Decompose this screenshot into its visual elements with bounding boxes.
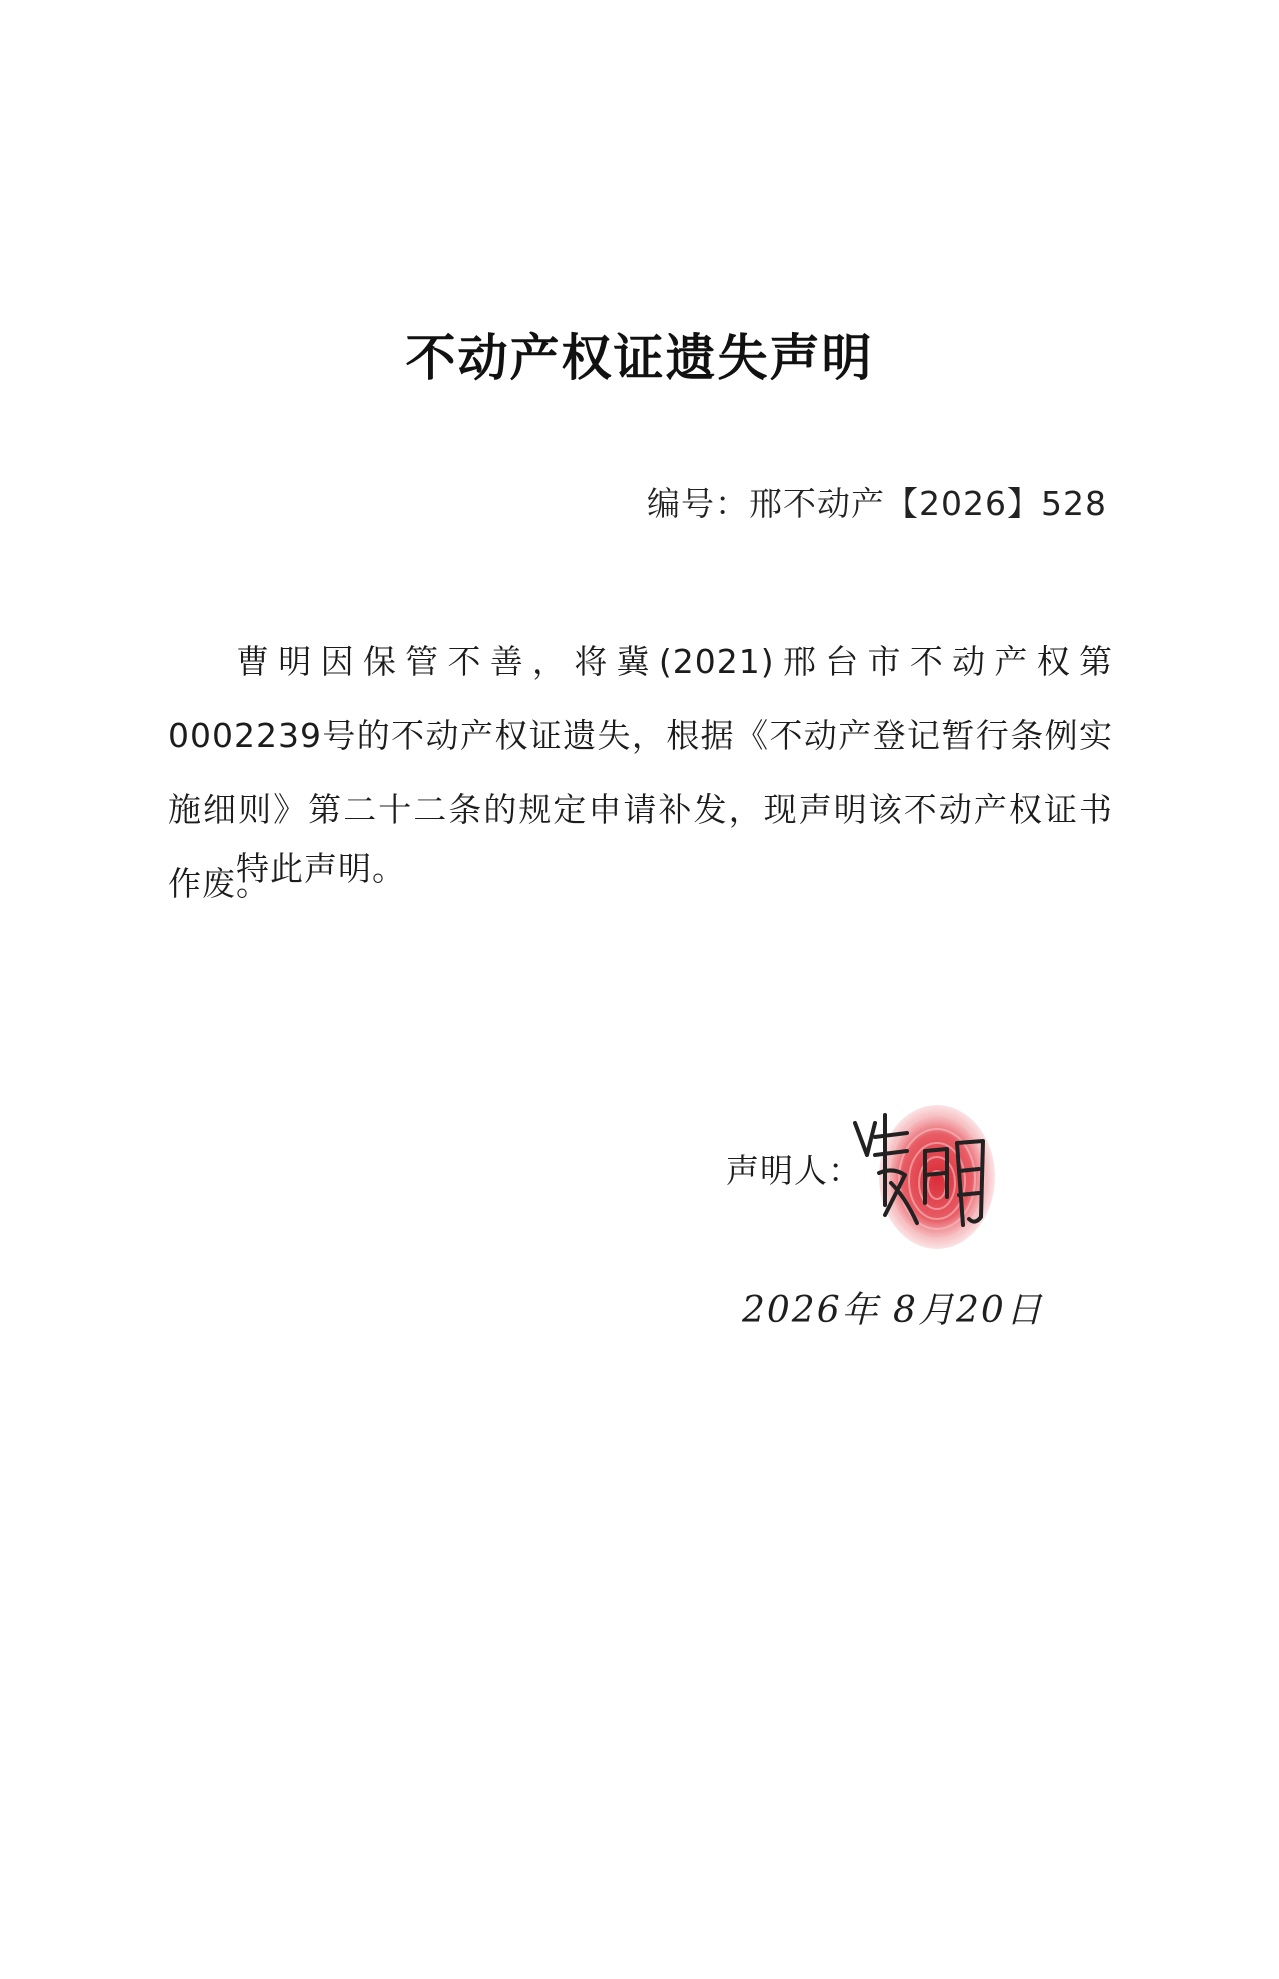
document-title: 不动产权证遗失声明 [405, 329, 874, 387]
closing-statement: 特此声明。 [236, 849, 406, 888]
document-number: 编号：邢不动产【2026】528 [647, 484, 1107, 523]
declaration-date: 2026年 8月20日 [742, 1290, 1044, 1331]
declaration-body: 曹明因保管不善，将冀(2021)邢台市不动产权第0002239号的不动产权证遗失，根据《不动产登记暂行条例实施细则》第二十二条的规定申请补发，现声明该不动产权证书作废。 [168, 642, 1113, 903]
red-fingerprint-icon [845, 1085, 1015, 1265]
declarant-label: 声明人： [726, 1151, 862, 1190]
signature-with-fingerprint [845, 1085, 1015, 1265]
